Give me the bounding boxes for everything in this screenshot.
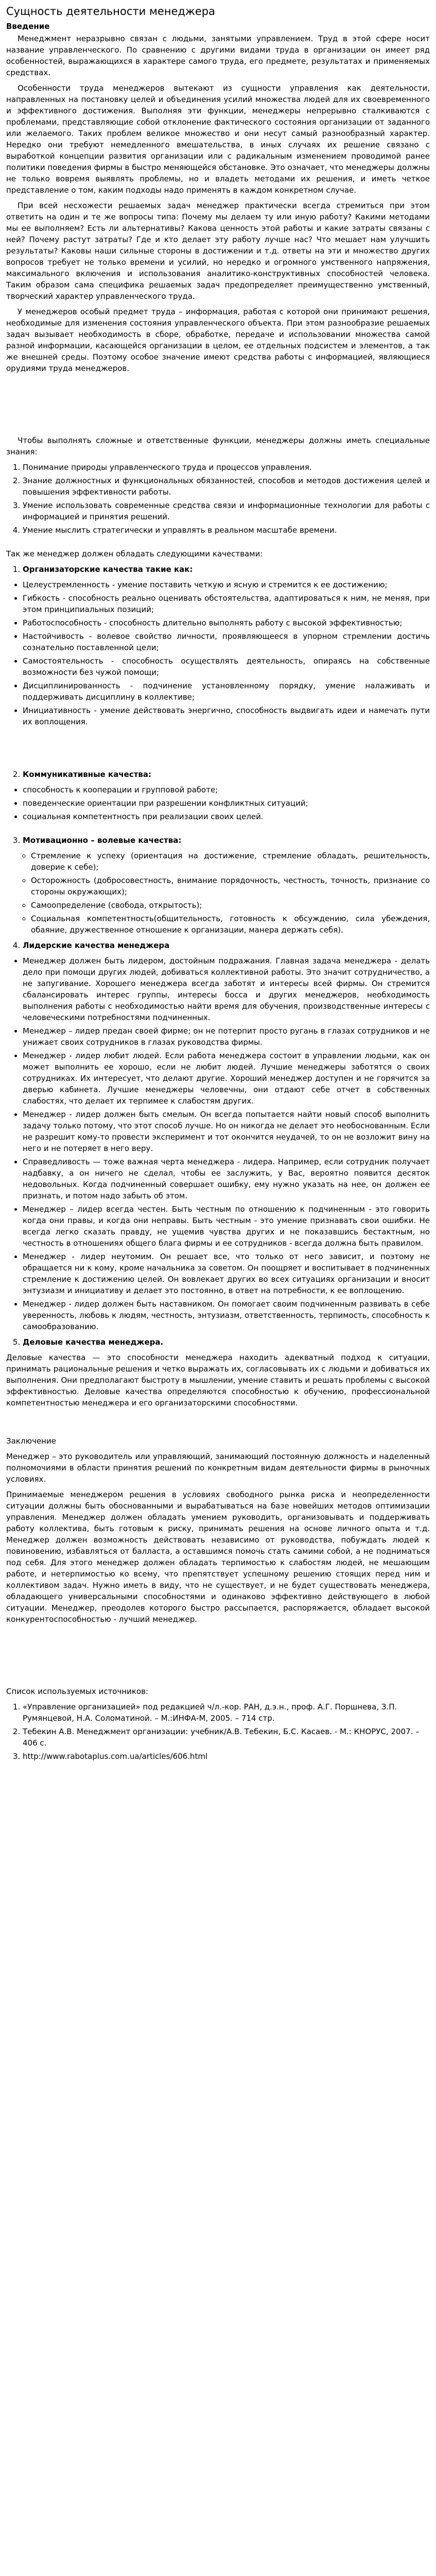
list-item: • Менеджер - лидер должен быть смелым. Он всегда попытается найти новый способ выполнить задачу только потому, что этот способ лучше. Но он никогда не делает это необоснованным. Если не разрешит кому-то провести эксперимент и тот окончится неудачей, то он не возложит вину на него и не потеряет в него веру. (23, 1109, 430, 1154)
qualities-section-3 (6, 835, 430, 846)
paragraph: Менеджмент неразрывно связан с людьми, занятыми управлением. Труд в этой сфере носит название управленческого. По сравнению с другими видами труда в организации он имеет ряд особенностей, выражающихся в характере самого труда, его предмете, результатах и применяемых средствах. (6, 34, 430, 77)
list-item: • Целеустремленность - умение поставить четкую и ясную и стремится к ее достижению; (23, 579, 430, 590)
paragraph: Деловые качества — это способности менеджера находить адекватный подход к ситуации, принимать рациональные решения и четко выражать их, согласовывать их с людьми и добиваться их выполнения. Они предполагают быстроту в мышлении, умение ставить и решать проблемы с высокой эффективностью. Деловые качества определяются способностью к обучению, профессиональной компетентностью менеджера и его организаторскими способностями. (6, 1353, 430, 1408)
list-item: • Гибкость - способность реально оценивать обстоятельства, адаптироваться к ним, не меняя, при этом принципиальных позиций; (23, 592, 430, 615)
qualities-section-1 (6, 564, 430, 575)
list-item: 3. Умение использовать современные средства связи и информационные технологии для работы с информацией и принятия решений. (23, 500, 430, 522)
paragraph: Менеджер – это руководитель или управляющий, занимающий постоянную должность и наделенный полномочиями в области принятия решений по конкретным видам деятельности фирмы в рыночных условиях. (6, 1452, 430, 1484)
list-item: 1. Понимание природы управленческого труда и процессов управления. (23, 462, 430, 473)
section-heading-text: Деловые качества менеджера. (23, 1337, 164, 1347)
list-item: • Инициативность - умение действовать энергично, способность выдвигать идеи и намечать пути их воплощения. (23, 705, 430, 727)
list-item: • Настойчивость - волевое свойство личности, проявляющееся в упорном стремлении достичь сознательно поставленной цели; (23, 631, 430, 653)
paragraph: Чтобы выполнять сложные и ответственные функции, менеджеры должны иметь специальные знания: (6, 436, 430, 456)
paragraph: У менеджеров особый предмет труда – информация, работая с которой они принимают решения, необходимые для изменения состояния управленческого объекта. При этом разнообразие решаемых задач вызывает необходимость в сборе, обработке, передаче и использовании множества самой разной информации, касающейся организации в целом, ее отдельных подсистем и элементов, а так же внешней среды. Поэтому особое значение имеют средства работы с информацией, являющиеся орудиями труда менеджеров. (6, 307, 430, 373)
spacer (6, 540, 430, 548)
list-item: ◦ Самоопределение (свобода, открытость); (31, 900, 430, 911)
spacer (6, 378, 430, 435)
list-item: 2. Знание должностных и функциональных обязанностей, способов и методов достижения целей и повышения эффективности работы. (23, 475, 430, 498)
page-title: Сущность деятельности менеджера (6, 5, 215, 18)
references-list (6, 1701, 430, 1762)
refs-heading: Список используемых источников: (6, 1687, 149, 1696)
reference-item: 1. «Управление организацией» под редакцией ч/л.-кор. РАН, д.э.н., проф. А.Г. Поршнева, З.П. Румянцевой, Н.А. Соломатиной. – М.:ИНФА-М, 2005. – 714 стр. (23, 1701, 430, 1724)
qualities-section-4 (6, 940, 430, 951)
paragraph: Особенности труда менеджеров вытекают из сущности управления как деятельности, направленных на постановку целей и объединения усилий множества людей для их своевременного и эффективного достижения. Выполняя эти функции, менеджеры непрерывно сталкиваются с проблемами, представляющие собой отклонение фактического состояния организации от заданного или желаемого. Таких проблем великое множество и они несут самый разнообразный характер. Нередко они требуют немедленного вмешательства, в иных случаях их решение связано с выработкой концепции развития организации или с радикальным изменением проводимой ранее политики поведения фирмы в быстро меняющейся обстановке. Это означает, что менеджеры должны не только вовремя выявлять проблемы, но и владеть методами их решения, и иметь четкое представление о том, каким подходы надо применять в каждом конкретном случае. (6, 83, 430, 195)
list-item: • Менеджер - лидер должен быть наставником. Он помогает своим подчиненным развивать в себе уверенность, любовь к людям, честность, энтузиазм, ответственность, терпимость, способность к самообразованию. (23, 1298, 430, 1332)
list-item: • Дисциплинированность - подчинение установленному порядку, умение налаживать и поддерживать дисциплину в коллективе; (23, 680, 430, 703)
list-item: ◦ Социальная компетентность(общительность, готовность к обсуждению, сила убеждения, обаяние, дружественное отношение к организации, манера держать себя). (31, 913, 430, 936)
spacer (6, 1629, 430, 1686)
spacer (6, 826, 430, 835)
paragraph: Принимаемые менеджером решения в условиях свободного рынка риска и неопределенности ситуации должны быть обоснованными и вырабатываться на базе новейших методов оптимизации управления. Менеджер должен обладать умением руководить, организовывать и поддерживать работу коллектива, быть готовым к риску, принимать решения на основе личного опыта и т.д. Менеджер должен возможность действовать независимо от руководства, побуждать людей к повиновению, избавляться от балласта, а оставшимся помочь стать самими собой, а не подниматься под себя. Для этого менеджер должен обладать терпимостью к слабостям людей, не мешающим работе, и нетерпимостью ко всему, что препятствует успешному решению стоящих перед ним и коллективом задач. Нужно иметь в виду, что не существует, и не будет существовать менеджера, обладающего универсальными способностями и одинаково эффективно действующего в любой ситуации. Менеджер, преодолев которого быстро рассыпается, распоряжается, обладает высокой конкурентоспособностью - лучший менеджер. (6, 1490, 430, 1624)
list-item: • Менеджер – лидер всегда честен. Быть честным по отношению к подчиненным - это говорить когда они правы, и когда они неправы. Быть честным - это умение признавать свои ошибки. Не всегда легко сказать правду, не ущемив чувства других и не показавшись бестактным, но честность в отношениях общего блага фирмы и ее сотрудников - всегда должна быть правилом. (23, 1204, 430, 1249)
qualities-section-5 (6, 1336, 430, 1348)
list-item: • Работоспособность - способность длительно выполнять работу с высокой эффективностью; (23, 617, 430, 629)
section-heading-text: Организаторские качества такие как: (23, 565, 193, 574)
paragraph: При всей несхожести решаемых задач менеджер практически всегда стремиться при этом ответить на один и те же вопросы типа: Почему мы делаем ту или иную работу? Какими методами мы ее выполняем? Есть ли альтернативы? Какова ценность этой работы и какие затраты связаны с ней? Почему растут затраты? Где и кто делает эту работу лучше нас? Что мешает нам улучшить результаты? Каковы наши сильные стороны в достижении и т.д. ответы на эти и множество других вопросов требует не только времени и усилий, но нередко и огромного умственного напряжения, максимального включения и использования аналитико-конструктивных способностей человека. Таким образом сама специфика решаемых задач предопределяет преимущественно умственный, творческий характер управленческого труда. (6, 201, 430, 301)
motiv-qualities-list (6, 850, 430, 936)
org-qualities-list (6, 579, 430, 727)
list-item: • социальная компетентность при реализации своих целей. (23, 811, 430, 822)
list-item: • способность к кооперации и групповой работе; (23, 784, 430, 795)
section-heading (23, 940, 430, 951)
section-heading (23, 769, 430, 780)
paragraph: Так же менеджер должен обладать следующими качествами: (6, 549, 263, 558)
spacer (6, 1413, 430, 1435)
list-item: • поведенческие ориентации при разрешении конфликтных ситуаций; (23, 798, 430, 809)
list-item: 4. Умение мыслить стратегически и управлять в реальном масштабе времени. (23, 524, 430, 536)
section-heading-text: Лидерские качества менеджера (23, 941, 170, 950)
section-heading-text: Коммуникативные качества: (23, 770, 152, 779)
intro-heading: Введение (6, 22, 50, 31)
reference-link[interactable]: 3. http://www.rabotaplus.com.ua/articles/606.html (23, 1751, 430, 1762)
comm-qualities-list (6, 784, 430, 822)
list-item: • Справедливость — тоже важная черта менеджера - лидера. Например, если сотрудник получает надбавку, а он ничего не сделал, чтобы ее заслужить, у Вас, вероятно появится десяток недовольных. Когда подчиненный совершает ошибку, ему нужно указать на нее, он должен ее признать, и потом надо забыть об этом. (23, 1156, 430, 1201)
list-item: • Менеджер должен быть лидером, достойным подражания. Главная задача менеджера - делать дело при помощи других людей, добиваться коллективной работы. Это значит сотрудничество, а не запугивание. Хорошего менеджера всегда заботят и интересы всей фирмы. Он стремится сбалансировать интерес группы, интересы босса и других менеджеров, необходимость выполнения работы с необходимостью найти время для обучения, производственные интересы с человеческими потребностями подчиненных. (23, 955, 430, 1023)
list-item: • Менеджер – лидер предан своей фирме; он не потерпит просто ругань в глазах сотрудников и не унижает своих сотрудников в глазах руководства фирмы. (23, 1025, 430, 1048)
list-item: ◦ Осторожность (добросовестность, внимание порядочность, честность, точность, признание со стороны окружающих); (31, 875, 430, 897)
conclusion-heading: Заключение (6, 1436, 56, 1446)
section-heading (23, 1336, 430, 1348)
leader-qualities-list (6, 955, 430, 1332)
spacer (6, 732, 430, 769)
list-item: • Менеджер - лидер неутомим. Он решает все, что только от него зависит, и поэтому не обращается ни к кому, кроме начальника за советом. Он поощряет и воспитывает в подчиненных стремление к достижению целей. Он вовлекает других во всех ситуациях организации и вносит энтузиазм и инициативу и делает это постоянно, в ответ на потребности, к ее воплощению. (23, 1251, 430, 1296)
list-item: • Менеджер - лидер любит людей. Если работа менеджера состоит в управлении людьми, как он может выполнить ее хорошо, если не любит людей. Лучшие менеджеры заботятся о своих сотрудниках. Их интересует, что делают другие. Хороший менеджер доступен и не горячится за дверью кабинета. Лучшие менеджеры человечны, они отдают себе отчет в собственных слабостях, что делает их терпимее к слабостям других. (23, 1050, 430, 1107)
section-heading-text: Мотивационно – волевые качества: (23, 836, 182, 845)
list-item: • Самостоятельность - способность осуществлять деятельность, опираясь на собственные возможности без чужой помощи; (23, 655, 430, 678)
section-heading (23, 835, 430, 846)
list-item: ◦ Стремление к успеху (ориентация на достижение, стремление обладать, решительность, доверие к себе); (31, 850, 430, 873)
qualities-section-2 (6, 769, 430, 780)
section-heading (23, 564, 430, 575)
knowledge-list (6, 462, 430, 536)
reference-item: 2. Тебекин А.В. Менеджмент организации: учебник/А.В. Тебекин, Б.С. Касаев. - М.: КНОРУС, 2007. – 406 с. (23, 1726, 430, 1749)
